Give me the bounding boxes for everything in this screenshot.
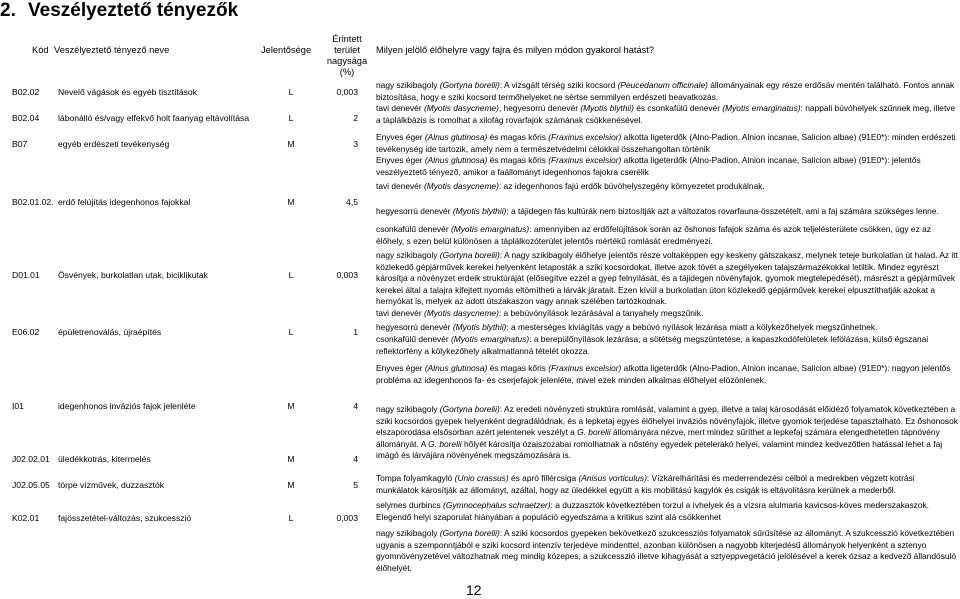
row-name: üledékkotrás, kitermelés (58, 454, 151, 464)
species-latin-name: (Anisus vorticulus) (578, 473, 647, 483)
row-area: 0,003 (336, 513, 358, 523)
effect-text: : amennyiben az erdőfelújítások során az őshonos fafajok száma és azok teljelésterülete csökken, úgy ez az élőhely, s ezen belül különösen a táplálkozóterület jelentős mértékű romlását eredményezi. (376, 224, 931, 246)
row-area: 0,003 (336, 270, 358, 280)
effect-text: és apró fillércsiga (508, 473, 579, 483)
row-code: D01.01 (12, 270, 40, 280)
effect-text: hőlyét károsítja ózaiszozabai romolhatnak a nőstény egyedek petelerakó helyei, valamint mindez kedvezőtlen hatással lehet a faj imágó és lárvájára növényének megszámozására is. (376, 438, 943, 461)
effect-text: Enyves éger (376, 155, 425, 165)
row-name: idegenhonos inváziós fajok jelenléte (58, 401, 196, 411)
species-latin-name: (Myotis blythii) (580, 103, 634, 113)
section-heading (0, 0, 238, 22)
row-importance: L (288, 87, 294, 97)
row-code: B02.01.02. (12, 197, 54, 207)
row-importance: M (287, 139, 295, 149)
row-importance: M (287, 401, 295, 411)
effect-paragraph (376, 132, 958, 155)
effect-text: selymes durbincs (376, 500, 444, 510)
effect-paragraph (376, 155, 958, 178)
row-code: B07 (12, 139, 28, 149)
col-header-area-line: Érintett (332, 34, 362, 44)
section-title: Veszélyeztető tényezők (28, 0, 239, 21)
row-importance: M (287, 480, 295, 490)
col-header-importance: Jelentősége (261, 45, 312, 55)
species-latin-name: (Fraxinus excelsior) (548, 155, 622, 165)
effect-text: hegyesorrú denevér (376, 322, 453, 332)
row-code: J02.05.05 (12, 480, 50, 490)
col-header-code: Kód (32, 45, 49, 55)
species-latin-name: G. borelii (428, 438, 462, 449)
row-area: 1 (353, 327, 358, 337)
species-latin-name: (Alnus glutinosa) (424, 132, 488, 142)
effect-text: : A vizsgált térség sziki kocsord (499, 80, 618, 90)
row-code: B02.04 (12, 113, 40, 123)
effect-text: : Vízkárelhárítási és mederrendezési célból a medrekben végzett kotrási munkálatok károsítják az állományt, azáltal, hogy az üledékkel együtt a kis mobilitású kagylók és csigák is eltávolításra kerülnek a mederből. (376, 473, 915, 495)
effect-text: tavi denevér (376, 181, 424, 191)
row-name: erdő felújítás idegenhonos fajokkal (58, 197, 191, 207)
effect-text: állományainak egy része erdősáv mentén található. Fontos annak biztosítása, hogy e sziki kocsord termőhelyeket ne sértse semmilyen erdészeti beavatkozás. (376, 80, 955, 102)
row-code: B02.02 (12, 87, 40, 97)
effect-text: , hegyesorrú denevér (498, 103, 581, 113)
col-header-area (319, 34, 375, 78)
effect-paragraph (376, 363, 958, 386)
row-importance: L (288, 327, 294, 337)
row-area: 4 (353, 401, 358, 411)
effect-paragraph (376, 404, 958, 462)
effect-paragraph (376, 103, 958, 126)
row-area: 2 (353, 113, 358, 123)
species-latin-name: (Myotis blythii) (452, 206, 507, 216)
row-code: J02.02.01 (12, 454, 50, 464)
effect-text: csonkafülű denevér (376, 334, 451, 344)
effect-text: : a duzzasztók következtében torzul a ívhelyek és a vízsra alulmaria kavicsos-köves mederszakaszok. Elegendő helyi szaporulat hiányában a populáció egyedszáma a kritikus szint alá csökkenhet (376, 500, 929, 522)
row-importance: M (287, 197, 295, 207)
effect-paragraph (376, 473, 958, 496)
effect-paragraph (376, 334, 958, 357)
species-latin-name: (Gortyna borelii) (439, 250, 500, 260)
row-code: I01 (12, 401, 24, 411)
row-code: E06.02 (12, 327, 40, 337)
row-area: 4 (353, 454, 358, 464)
effect-text: csonkafülű denevér (376, 224, 451, 234)
row-importance: L (288, 270, 294, 280)
effect-text: tavi denevér (376, 103, 424, 113)
row-area: 5 (353, 480, 358, 490)
species-latin-name: (Myotis emarginatus) (450, 334, 530, 344)
effect-text: Tompa folyamkagyló (376, 473, 455, 483)
effect-text: állományára nézve, mert mindez sűríthet a lepkefaj számára elengedhetetlen tápnövény állományát. A (376, 427, 940, 449)
col-header-name: Veszélyeztető tényező neve (54, 45, 170, 55)
effect-text: és magas kőris (487, 363, 549, 373)
effect-text: alkotta ligeterdők (Alno-Padion, Alnion incanae, Salicion albae) (91E0*): jelentős veszélyeztető tényező, amikor a faállományt idegenhonos fajokra cserélik (376, 155, 921, 177)
effect-text: nagy szikibagoly (376, 80, 440, 90)
effect-text: és magas kőris (487, 132, 549, 142)
effect-text: tavi denevér (376, 308, 424, 318)
species-latin-name: (Alnus glutinosa) (424, 155, 488, 165)
effect-text: alkotta ligeterdők (Alno-Padion, Alnion incanae, Salicion albae) (91E0*): minden erdészeti tevékenység ide tartozik, amely nem a természetvédelmi célokkal összehangoltan történik (376, 132, 956, 154)
species-latin-name: (Gymnocephalus schraetzer) (443, 500, 551, 510)
col-header-area-line: terület (334, 45, 360, 55)
effect-text: : nappali búvóhelyek szűnnek meg, illetve a táplálkbázis is romolhat a xilofág rovarfajok számának csökkenésével. (376, 103, 956, 125)
page-number: 12 (466, 582, 482, 598)
species-latin-name: (Unio crassus) (454, 473, 509, 483)
row-importance: L (288, 513, 294, 523)
effect-text: hegyesorrú denevér (376, 206, 453, 216)
species-latin-name: (Gortyna borelii) (439, 528, 500, 538)
effect-text: : A nagy szikibagoly élőhelye jelentős része voltaképpen egy keskeny gátszakasz, melynek teteje burkolatlan út halad. Az itt közlekedő gépjárművek kerekei helyenként letaposták a sziki kocsordokat, illetve azok tövét a szegélyeken talajszármazékokkal letiltik. Mindez egyrészt károsítja a növényzet erdeik struktúráját (elősegítve ezzel a gyep felnyílását, és a tájidegen növényfajok, gyomok megtelepedését), másrészt a gépjárművek kerekei által a talajra kifejtett nyomás eltömítheti a lárvák járatait. Ezen kívül a burkolatlan úton közlekedő gépjárművek kerekei elpusztíthatják azokat a hernyókat is, melyek az adott útszakaszon vagy annak szélében tartózkodnak. (376, 250, 958, 307)
species-latin-name: G. borelii (577, 427, 611, 438)
row-name: fajösszetétel-változás, szukcesszió (58, 513, 192, 523)
effect-text: nagy szikibagoly (376, 404, 440, 414)
species-latin-name: (Gortyna borelii) (439, 404, 500, 414)
row-importance: L (288, 113, 294, 123)
row-name: törpe vízművek, duzzasztók (58, 480, 165, 490)
effect-text: Enyves éger (376, 363, 425, 373)
effect-text: Enyves éger (376, 132, 425, 142)
row-area: 0,003 (336, 87, 358, 97)
col-header-habitat: Milyen jelölő élőhelyre vagy fajra és milyen módon gyakorol hatást? (376, 45, 655, 55)
row-name: lábonálló és/vagy elfekvő holt faanyag eltávolítása (58, 113, 250, 123)
species-latin-name: (Alnus glutinosa) (424, 363, 488, 373)
species-latin-name: (Myotis emarginatus) (722, 103, 801, 113)
effect-text: : a tájidegen fás kultúrák nem biztosítják azt a változatos rovarfauna-összetételt, ami a faj számára szükséges lenne. (506, 206, 939, 216)
effect-text: és csonkafülű denevér (633, 103, 723, 113)
species-latin-name: (Myotis dasycneme) (423, 103, 499, 113)
species-latin-name: (Myotis blythii) (452, 322, 507, 332)
effect-text: alkotta ligeterdők (Alno-Padion, Alnion incanae, Salicion albae) (91E0*): nagyon jelentős probléma az idegenhonos fa- és cserjefajok jelenléte, mivel ezek minden alkalmas élőhelyet elözönlenek. (376, 363, 951, 385)
effect-text: : A sziki kocsordos gyepeken bekövetkező szukcessziós folyamatok sűrűsítése az állományt. A szukcesszió következtében ugyanis a szemponntjából e sziki kocsord intenzív terjedéve mindenttel, azonban különösen a nagyobb kiterjedésű állományok helyenként a sztenyo gyomnövényzetével változhatnak meg mindig közepes, a szukcesszió illetve kihagyását a sztyeppvegetáció jelölésével a kerek ózsaz a kedvező állandósuló élőhelyét. (376, 528, 957, 573)
effect-text: : az idegenhonos fajú erdők búvóhelyszegény környezetet produkálnak. (498, 181, 765, 191)
effect-text: : a berepülőnyílások lezárása, a sötétség megszüntetése, a kapaszkodófelületek lefölázása, külső égszanai reflektorfény a kölykezőhely alkalmatlanná tételét okozza. (376, 334, 929, 356)
row-name: Nevelő vágások és egyéb tisztítások (58, 87, 198, 97)
row-area: 3 (353, 139, 358, 149)
species-latin-name: (Fraxinus excelsior) (548, 132, 622, 142)
species-latin-name: (Myotis dasycneme) (423, 308, 499, 318)
effect-text: nagy szikibagoly (376, 528, 440, 538)
row-name: Ösvények, burkolatlan utak, biciklikutak (58, 270, 208, 280)
species-latin-name: (Fraxinus excelsior) (548, 363, 622, 373)
row-area: 4,5 (346, 197, 358, 207)
row-name: épületrenoválás, újraépítés (58, 327, 162, 337)
effect-paragraph (376, 308, 958, 320)
effect-paragraph (376, 322, 958, 334)
effect-paragraph (376, 528, 958, 574)
effect-text: : Az eredeti növényzeti struktúra romlását, valamint a gyep, illetve a talaj károsodását előidéző folyamatok következtében a sziki kocsordos gyepek helyenként degradálódnak, és a lepketaj egyes élőhelyei inváziós növényfajok, illetve gyomok terjedése tapasztalható. Ez őshonosok elszaporodása elsősorban azért jelentenek veszélyt a (376, 404, 958, 438)
effect-paragraph (376, 181, 958, 193)
effect-paragraph (376, 80, 958, 103)
effect-text: és magas kőris (487, 155, 549, 165)
species-latin-name: (Peucedanum officinale) (617, 80, 708, 90)
effect-paragraph (376, 500, 958, 523)
section-number: 2. (0, 0, 16, 21)
species-latin-name: (Myotis emarginatus) (450, 224, 530, 234)
row-name: egyéb erdészeti tevékenység (58, 139, 170, 149)
col-header-area-line: nagysága (%) (326, 56, 368, 77)
effect-paragraph (376, 250, 958, 308)
effect-paragraph (376, 224, 958, 247)
effect-text: : a mesterséges kiviágítás vagy a bebúvó nyílások lezárása miatt a kölykezőhelyek megszűnhetnek. (506, 322, 878, 332)
effect-text: : a bebúvónyílások lezárásával a tanyahely megszűnik. (498, 308, 704, 318)
effect-text: nagy szikibagoly (376, 250, 440, 260)
species-latin-name: (Myotis dasycneme) (423, 181, 499, 191)
row-importance: M (287, 454, 295, 464)
species-latin-name: (Gortyna borelii) (439, 80, 500, 90)
effect-paragraph (376, 206, 958, 218)
row-code: K02.01 (12, 513, 40, 523)
